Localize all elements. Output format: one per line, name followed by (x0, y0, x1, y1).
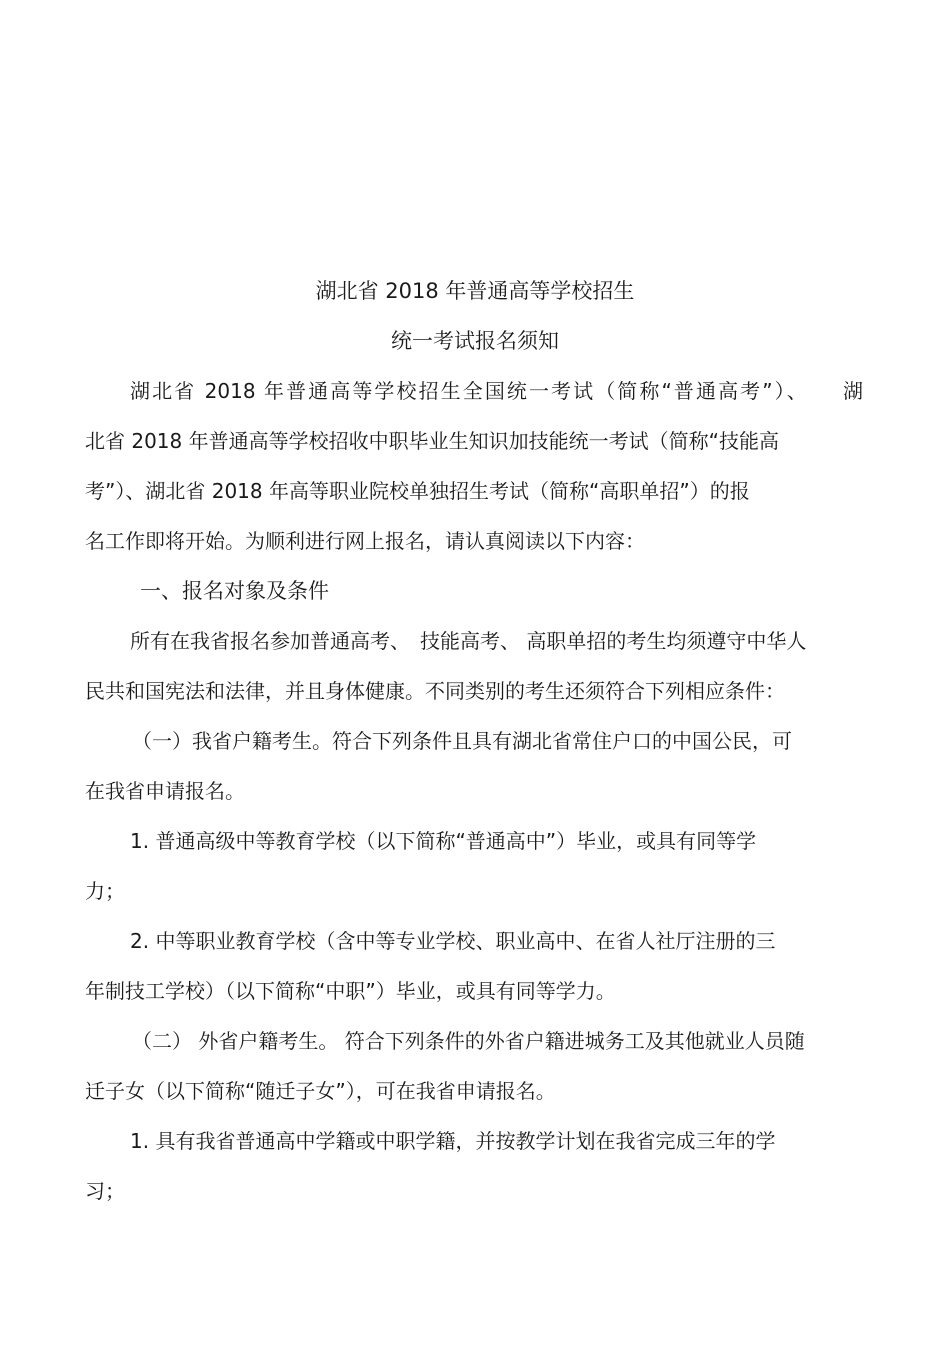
paragraph-line: （一）我省户籍考生。符合下列条件且具有湖北省常住户口的中国公民，可 (132, 729, 792, 753)
paragraph-line: （二） 外省户籍考生。 符合下列条件的外省户籍进城务工及其他就业人员随 (132, 1029, 805, 1053)
paragraph-line: 名工作即将开始。为顺利进行网上报名，请认真阅读以下内容： (85, 529, 645, 553)
list-item-line: 习； (85, 1179, 125, 1203)
document-title-line-2: 统一考试报名须知 (391, 329, 559, 353)
paragraph-line: 北省 2018 年普通高等学校招收中职毕业生知识加技能统一考试（简称“技能高 (85, 429, 779, 453)
list-item-line: 1. 普通高级中等教育学校（以下简称“普通高中”）毕业，或具有同等学 (130, 829, 757, 853)
list-item-line: 力； (85, 879, 125, 903)
document-title-line-1: 湖北省 2018 年普通高等学校招生 (315, 279, 635, 303)
list-item-line: 年制技工学校）（以下简称“中职”）毕业，或具有同等学力。 (85, 979, 616, 1003)
paragraph-line: 湖北省 2018 年普通高等学校招生全国统一考试（简称“普通高考”）、 湖 (130, 379, 863, 403)
paragraph-line: 在我省申请报名。 (85, 779, 245, 803)
paragraph-line: 考”）、湖北省 2018 年高等职业院校单独招生考试（简称“高职单招”）的报 (85, 479, 750, 503)
list-item-line: 2. 中等职业教育学校（含中等专业学校、职业高中、在省人社厅注册的三 (130, 929, 776, 953)
list-item-line: 1. 具有我省普通高中学籍或中职学籍，并按教学计划在我省完成三年的学 (130, 1129, 776, 1153)
section-heading: 一、报名对象及条件 (140, 579, 329, 603)
paragraph-line: 迁子女（以下简称“随迁子女”），可在我省申请报名。 (85, 1079, 556, 1103)
paragraph-line: 所有在我省报名参加普通高考、 技能高考、 高职单招的考生均须遵守中华人 (130, 629, 807, 653)
paragraph-line: 民共和国宪法和法律，并且身体健康。不同类别的考生还须符合下列相应条件： (85, 679, 785, 703)
